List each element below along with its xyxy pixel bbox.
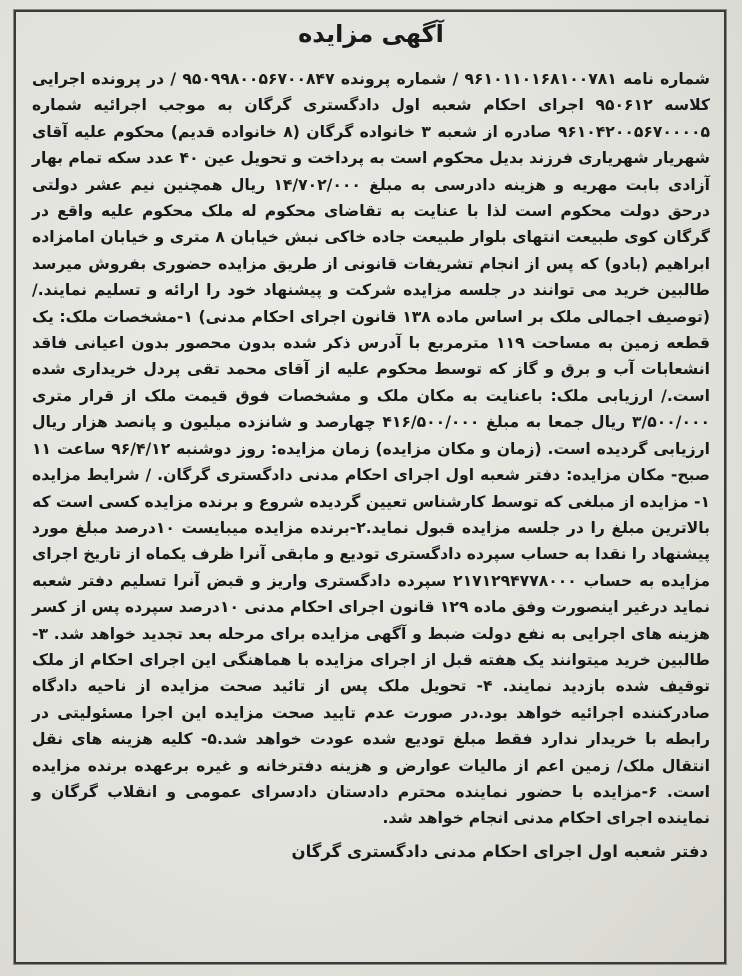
notice-body: شماره نامه ۹۶۱۰۱۱۰۱۶۸۱۰۰۷۸۱ / شماره پرونده ۹۵۰۹۹۸۰۰۵۶۷۰۰۸۴۷ / در پرونده اجرایی کلاسه ۹۵۰۶۱۲ اجرای احکام شعبه اول دادگستری گرگان به موجب اجرائیه شماره ۹۶۱۰۴۲۰۰۵۶۷۰۰۰۰۵ صادره از شعبه ۳ خانواده گرگان (۸ خانواده قدیم) محکوم علیه آقای شهریار شهریاری فرزند بدیل محکوم است به پرداخت و تحویل عین ۴۰ عدد سکه تمام بهار آزادی بابت مهریه و هزینه دادرسی به مبلغ ۱۴/۷۰۲/۰۰۰ ریال همچنین نیم عشر دولتی درحق دولت محکوم است لذا با عنایت به تقاضای محکوم له ملک محکوم علیه واقع در گرگان کوی طبیعت انتهای بلوار طبیعت جاده خاکی نبش خیابان ۸ متری و خیابان امامزاده ابراهیم (بادو) که پس از انجام تشریفات قانونی از طریق مزایده حضوری بفروش میرسد طالبین خرید می توانند در جلسه مزایده شرکت و پیشنهاد خود را ارائه و تسلیم نمایند./ (توصیف اجمالی ملک بر اساس ماده ۱۳۸ قانون اجرای احکام مدنی) ۱-مشخصات ملک: یک قطعه زمین به مساحت ۱۱۹ مترمربع با آدرس ذکر شده بدون محصور بدون اعیانی فاقد انشعابات آب و برق و گاز که توسط محکوم علیه از آقای محمد تقی پردل خریداری شده است./ ارزیابی ملک: باعنایت به مکان ملک و مشخصات فوق قیمت ملک از قرار متری ۳/۵۰۰/۰۰۰ ریال جمعا به مبلغ ۴۱۶/۵۰۰/۰۰۰ چهارصد و شانزده میلیون و پانصد هزار ریال ارزیابی گردیده است. (زمان و مکان مزایده) زمان مزایده: روز دوشنبه ۹۶/۴/۱۲ ساعت ۱۱ صبح- مکان مزایده: دفتر شعبه اول اجرای احکام مدنی دادگستری گرگان. / شرایط مزایده ۱- مزایده از مبلغی که توسط کارشناس تعیین گردیده شروع و برنده مزایده کسی است که بالاترین مبلغ را در جلسه مزایده قبول نماید.۲-برنده مزایده میبایست ۱۰درصد مبلغ مورد پیشنهاد را نقدا به حساب سپرده دادگستری تودیع و مابقی آنرا ظرف یکماه از تاریخ اجرای مزایده به حساب ۲۱۷۱۲۹۴۷۷۸۰۰۰ سپرده دادگستری واریز و قبض آنرا تسلیم دفتر شعبه نماید درغیر اینصورت وفق ماده ۱۲۹ قانون اجرای احکام مدنی ۱۰درصد سپرده پس از کسر هزینه های اجرایی به نفع دولت ضبط و آگهی مزایده برای مرحله بعد تجدید خواهد شد. ۳-طالبین خرید میتوانند یک هفته قبل از اجرای مزایده با هماهنگی این اجرای احکام از ملک توقیف شده بازدید نمایند. ۴- تحویل ملک پس از تائید صحت مزایده از ناحیه دادگاه صادرکننده اجرائیه خواهد بود.در صورت عدم تایید صحت مزایده این اجرا مسئولیتی در رابطه با خریدار ندارد فقط مبلغ تودیع شده عودت خواهد شد.۵- کلیه هزینه های نقل انتقال ملک/ زمین اعم از مالیات عوارض و هزینه دفترخانه و غیره برعهده برنده مزایده است. ۶-مزایده با حضور نماینده محترم دادستان دادسرای عمومی و انقلاب گرگان و نماینده اجرای احکام مدنی انجام خواهد شد. — [32, 70, 711, 828]
notice-signature: دفتر شعبه اول اجرای احکام مدنی دادگستری گرگان — [291, 841, 708, 861]
notice-content — [32, 16, 710, 866]
notice-title: آگهی مزایده — [298, 20, 444, 48]
